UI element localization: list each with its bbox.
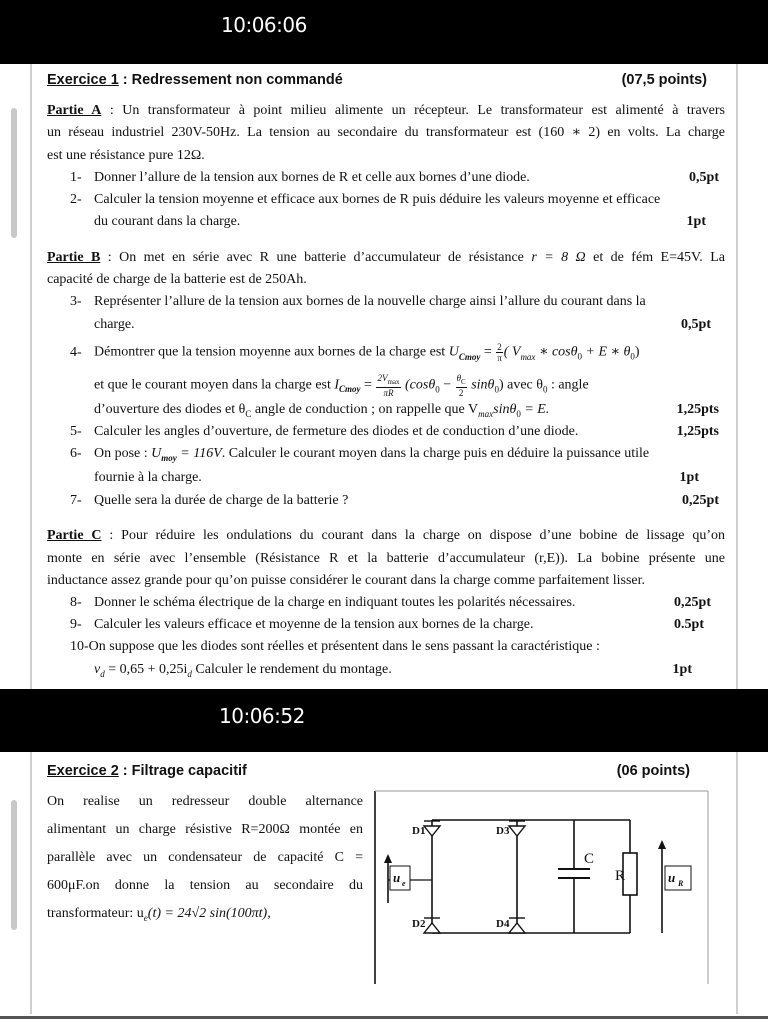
diode-d4-icon bbox=[509, 923, 525, 933]
part-a-text: Partie A : Un transformateur à point milieu alimente un récepteur. Le transformateur est alimenté à travers bbox=[47, 103, 725, 118]
question-5: 5- Calculer les angles d’ouverture, de fermeture des diodes et de conduction d’une diode. 1,25pts bbox=[70, 424, 719, 439]
question-4: 4- Démontrer que la tension moyenne aux bornes de la charge est $U_{Cmoy}$ = $\frac{2}{\pi}$ ( $V_{max}$ ∗ cosθ$_0$ + E ∗ $\theta_0$) bbox=[70, 342, 640, 363]
part-b-text: Partie B : On met en série avec R une batterie d’accumulateur de résistance r = 8 Ω et de fém E=45V. La bbox=[47, 250, 725, 265]
page-edge-left bbox=[30, 752, 32, 1014]
label-resistor: R bbox=[615, 868, 626, 884]
clock-time: 10:06:06 bbox=[221, 13, 307, 37]
question-8: 8- Donner le schéma électrique de la charge en indiquant toutes les polarités nécessaires. 0,25pt bbox=[70, 595, 711, 610]
diode-d3-icon bbox=[509, 826, 525, 836]
scrollbar-thumb[interactable] bbox=[11, 108, 17, 238]
status-bar-middle bbox=[0, 689, 768, 752]
exercise-2-heading: Exercice 2 : Filtrage capacitif (06 points) bbox=[47, 763, 690, 779]
label-d1: D1 bbox=[412, 825, 426, 837]
question-6: fournie à la charge. 1pt bbox=[94, 470, 699, 485]
page-bottom-divider bbox=[0, 1016, 768, 1019]
question-4: et que le courant moyen dans la charge est $I_{Cmoy}$ = $\frac{2V_{max}}{\pi R} (\cos\theta_0$ − $\frac{\theta_C}{2}$ sinθ$_0$) avec $\theta_0$ : angle bbox=[94, 373, 589, 398]
exercise-1-heading: Exercice 1 : Redressement non commandé (07,5 points) bbox=[47, 72, 707, 88]
part-c-text: Partie C : Pour réduire les ondulations du courant dans la charge on dispose d’une bobine de lissage qu’on bbox=[47, 528, 725, 543]
exercise-points: (06 points) bbox=[616, 763, 690, 779]
label-ue: u bbox=[393, 870, 401, 885]
question-2: du courant dans la charge. 1pt bbox=[94, 214, 706, 229]
label-ue-sub: e bbox=[402, 879, 406, 888]
question-7: 7- Quelle sera la durée de charge de la batterie ? 0,25pt bbox=[70, 493, 719, 508]
label-ur: u bbox=[668, 870, 676, 885]
diode-d2-icon bbox=[424, 923, 440, 933]
page-edge-left bbox=[30, 64, 32, 689]
label-ur-sub: R bbox=[678, 879, 684, 888]
page-edge-right bbox=[736, 64, 738, 689]
question-2: 2- Calculer la tension moyenne et efficace aux bornes de R puis déduire les valeurs moyenne et efficace bbox=[70, 192, 661, 207]
question-3: 3- Représenter l’allure de la tension aux bornes de la nouvelle charge ainsi l’allure du courant dans la bbox=[70, 294, 646, 309]
label-d2: D2 bbox=[412, 918, 426, 930]
page-edge-right bbox=[736, 752, 738, 1014]
diode-d1-icon bbox=[424, 826, 440, 836]
question-10: $v_d = 0,65 + 0,25i_d$ Calculer le rendement du montage. 1pt bbox=[94, 662, 692, 679]
part-c-text: monte en série avec l’ensemble (Résistance R et la batterie d’accumulateur (r,E)). La bobine présente une bbox=[47, 551, 725, 566]
part-a-text: un réseau industriel 230V-50Hz. La tension au secondaire du transformateur est (160 ∗ 2) en volts. La charge bbox=[47, 125, 725, 140]
question-10: 10-On suppose que les diodes sont réelles et présentent dans le sens passant la caractéristique : bbox=[70, 639, 600, 654]
question-6: 6- On pose : $U_{moy} = 116V$. Calculer le courant moyen dans la charge puis en déduire la puissance utile bbox=[70, 446, 650, 463]
label-d4: D4 bbox=[496, 918, 510, 930]
label-d3: D3 bbox=[496, 825, 510, 837]
part-c-text: inductance assez grande pour qu’on puisse considérer le courant dans la charge comme parfaitement lisser. bbox=[47, 573, 646, 588]
question-4: d’ouverture des diodes et $\theta_C$ angle de conduction ; on rappelle que $V_{max}\sin\theta_0 = E$. 1,25pts bbox=[94, 402, 719, 419]
exercise-2-text: On realise un redresseur double alternance alimentant un charge résistive R=200Ω montée en parallèle avec un condensateur de capacité C = 600μF.on donne la tension au secondaire du transformateur: $u_e(t) = 24√2$ sin(100πt), bbox=[47, 794, 363, 923]
question-9: 9- Calculer les valeurs efficace et moyenne de la tension aux bornes de la charge. 0.5pt bbox=[70, 617, 704, 632]
label-capacitor: C bbox=[584, 851, 595, 867]
status-bar-top bbox=[0, 0, 768, 64]
rectifier-circuit-diagram bbox=[372, 788, 712, 988]
exercise-points: (07,5 points) bbox=[621, 72, 707, 88]
clock-time: 10:06:52 bbox=[219, 704, 305, 728]
scrollbar-thumb[interactable] bbox=[11, 800, 17, 930]
part-a-text: est une résistance pure 12Ω. bbox=[47, 148, 205, 163]
question-3: charge. 0,5pt bbox=[94, 317, 711, 332]
question-1: 1- Donner l’allure de la tension aux bornes de R et celle aux bornes d’une diode. 0,5pt bbox=[70, 170, 719, 185]
part-b-text: capacité de charge de la batterie est de 250Ah. bbox=[47, 272, 307, 287]
